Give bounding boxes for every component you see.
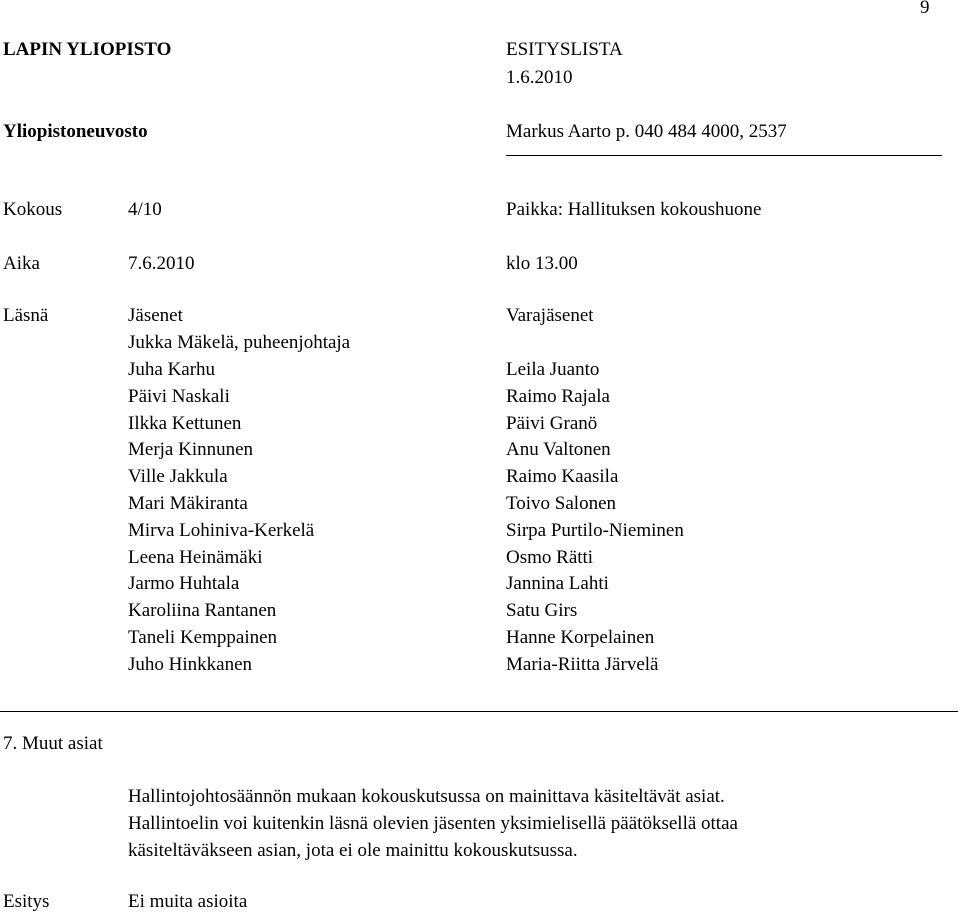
- deputy-name: Raimo Kaasila: [506, 466, 619, 488]
- esitys-label: Esitys: [3, 891, 50, 912]
- deputy-name: Päivi Granö: [506, 412, 598, 434]
- deputy-name: Anu Valtonen: [506, 439, 611, 461]
- contact-person: Markus Aarto p. 040 484 4000, 2537: [506, 121, 787, 142]
- document-date: 1.6.2010: [506, 67, 573, 88]
- aika-time: klo 13.00: [506, 253, 578, 274]
- attendance-label: Läsnä: [3, 305, 49, 326]
- member-name: Mari Mäkiranta: [128, 493, 248, 514]
- member-name: Karoliina Rantanen: [128, 600, 277, 622]
- deputy-name: Leila Juanto: [506, 359, 600, 380]
- section-body-line: Hallintojohtosäännön mukaan kokouskutsussa on mainittava käsiteltävät asiat.: [128, 786, 725, 807]
- kokous-label: Kokous: [3, 199, 63, 220]
- esitys-text: Ei muita asioita: [128, 891, 248, 912]
- deputy-name: Raimo Rajala: [506, 385, 610, 407]
- kokous-value: 4/10: [128, 199, 162, 220]
- members-header: Jäsenet: [128, 305, 183, 326]
- page-number: 9: [920, 0, 930, 18]
- member-name: Juha Karhu: [128, 359, 216, 380]
- document-type: ESITYSLISTA: [506, 39, 623, 60]
- member-name: Merja Kinnunen: [128, 439, 254, 461]
- deputies-header: Varajäsenet: [506, 305, 594, 326]
- member-name: Juho Hinkkanen: [128, 653, 253, 675]
- deputy-name: Jannina Lahti: [506, 573, 609, 595]
- organization-name: LAPIN YLIOPISTO: [3, 39, 172, 60]
- deputy-name: Satu Girs: [506, 600, 578, 622]
- member-name: Mirva Lohiniva-Kerkelä: [128, 519, 315, 541]
- chair-name: Jukka Mäkelä, puheenjohtaja: [128, 332, 351, 353]
- section-heading: 7. Muut asiat: [3, 733, 103, 754]
- deputy-name: Osmo Rätti: [506, 546, 594, 568]
- member-name: Jarmo Huhtala: [128, 573, 240, 595]
- member-name: Leena Heinämäki: [128, 546, 263, 568]
- aika-label: Aika: [3, 253, 40, 274]
- member-name: Ilkka Kettunen: [128, 412, 242, 434]
- section-body-line: käsiteltäväkseen asian, jota ei ole mainittu kokouskutsussa.: [128, 840, 578, 861]
- governing-body: Yliopistoneuvosto: [3, 121, 148, 142]
- meeting-place: Paikka: Hallituksen kokoushuone: [506, 199, 762, 220]
- deputy-name: Maria-Riitta Järvelä: [506, 653, 659, 675]
- member-name: Ville Jakkula: [128, 466, 228, 488]
- aika-date: 7.6.2010: [128, 253, 195, 274]
- section-body-line: Hallintoelin voi kuitenkin läsnä olevien jäsenten yksimielisellä päätöksellä ottaa: [128, 813, 738, 834]
- deputy-name: Sirpa Purtilo-Nieminen: [506, 519, 684, 541]
- member-name: Päivi Naskali: [128, 385, 230, 407]
- section-rule: [0, 711, 958, 712]
- member-name: Taneli Kemppainen: [128, 627, 278, 648]
- deputy-name: Hanne Korpelainen: [506, 627, 655, 648]
- deputy-name: Toivo Salonen: [506, 493, 617, 514]
- header-rule: [506, 155, 942, 156]
